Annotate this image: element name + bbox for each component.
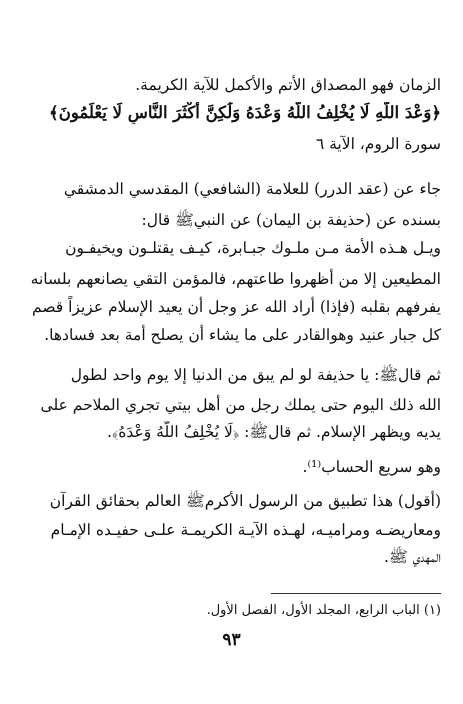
text-line-10: ثم قالﷺ: يا حذيفة لو لم يبق من الدنيا إلا يوم واحد لطول <box>70 366 441 384</box>
text-line-6: ويـل هـذه الأمة مـن ملـوك جبـابرة، كيـف يقتلـون ويخيفـون <box>65 239 441 257</box>
text-line-9: كل جبار عنيد وهوالقادر على ما يشاء أن يصلح أمة بعد فسادها. <box>44 326 441 344</box>
text-line-8: يفرفهم بقلبه (فإذا) أراد الله عز وجل أن يعيد الإسلام عزيزاً قصم <box>32 298 441 316</box>
footnote: (١) الباب الرابع، المجلد الأول، الفصل الأول. <box>206 603 441 618</box>
page-number: ٩٣ <box>222 630 241 650</box>
text-line-1: الزمان فهو المصداق الأتم والأكمل للآية الكريمة. <box>135 76 441 94</box>
quran-verse-line: ﴿وَعْدَ اللَّهِ لَا يُخْلِفُ اللَّهُ وَعْدَهُ وَلَٰكِنَّ أَكْثَرَ النَّاسِ لَا يَعْلَمُونَ﴾ <box>49 103 441 122</box>
footnote-divider <box>271 593 441 594</box>
text-line-13: وهو سريع الحساب⁽¹⁾. <box>302 458 441 476</box>
text-line-16: المهدي ﷺ. <box>384 548 441 566</box>
text-line-surah-reference: سورة الروم، الآية ٦ <box>315 135 441 153</box>
text-line-12: يديه ويظهر الإسلام. ثم قالﷺ: ﴿لَا يُخْلِفُ اللَّهُ وَعْدَهُ﴾. <box>106 423 441 441</box>
text-line-15: ومعاريضـه ومراميـه، لهـذه الآيـة الكريمـة علـى حفيـده الإمـام <box>50 521 441 539</box>
text-line-11: الله ذلك اليوم حتى يملك رجل من أهل بيتي تجري الملاحم على <box>40 396 441 414</box>
text-line-4: جاء عن (عقد الدرر) للعلامة (الشافعي) المقدسي الدمشقي <box>63 180 441 198</box>
text-line-14: (أقول) هذا تطبيق من الرسول الأكرمﷺ العالم بحقائق القرآن <box>49 492 441 510</box>
text-line-7: المطيعين إلا من أظهروا طاعتهم، فالمؤمن التقي يصانعهم بلسانه <box>30 270 441 288</box>
text-line-5: بسنده عن (حذيفة بن اليمان) عن النبيﷺ قال: <box>141 211 441 229</box>
